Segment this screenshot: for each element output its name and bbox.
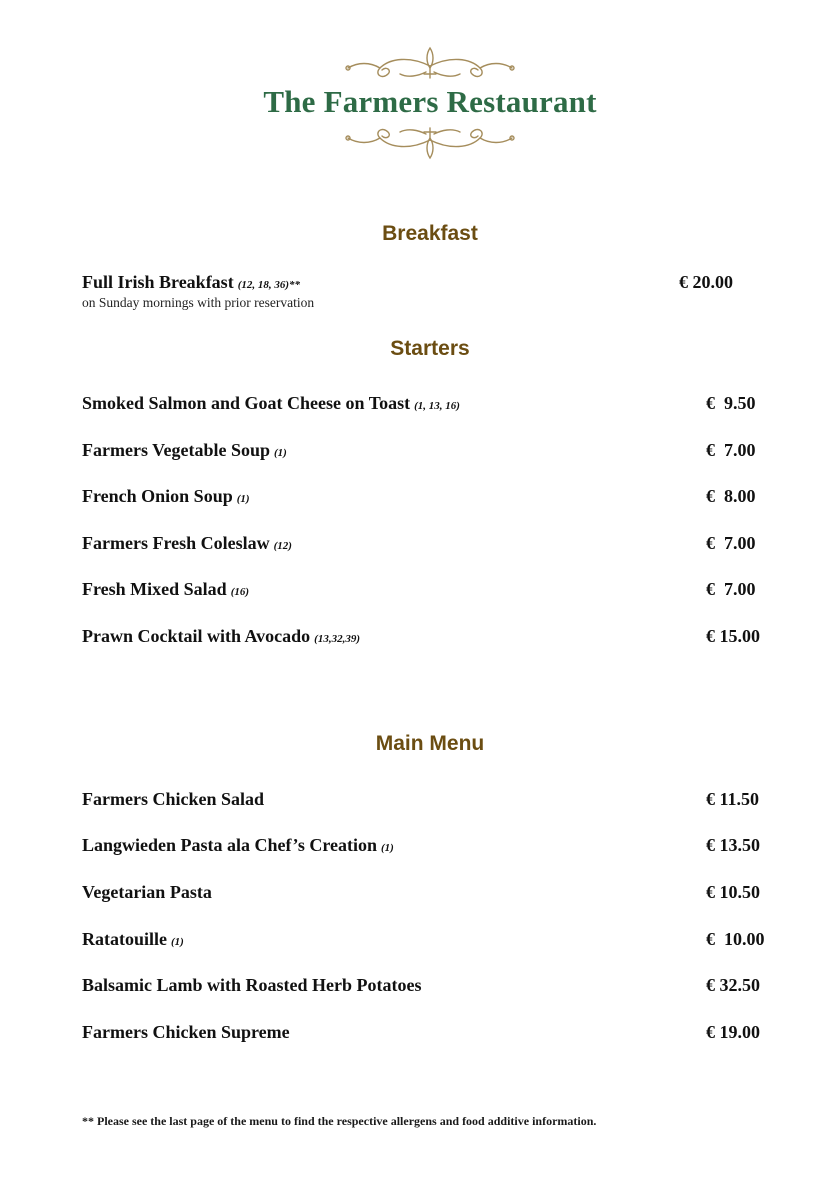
item-allergens: (1, 13, 16) — [414, 400, 460, 412]
menu-item — [82, 440, 782, 466]
menu-item — [82, 835, 782, 861]
item-allergens: (12, 18, 36)** — [237, 279, 301, 291]
menu-item — [82, 975, 782, 1001]
item-price: € 19.00 — [706, 1022, 760, 1042]
item-price: € 10.00 — [706, 929, 765, 949]
item-price: € 32.50 — [706, 975, 760, 995]
item-name: French Onion Soup — [82, 486, 233, 506]
item-price: € 7.00 — [706, 440, 756, 460]
item-name-wrapper — [82, 626, 360, 647]
item-name: Farmers Chicken Supreme — [82, 1022, 290, 1042]
item-name: Farmers Chicken Salad — [82, 789, 264, 809]
menu-item — [82, 789, 782, 815]
restaurant-title: The Farmers Restaurant — [263, 84, 597, 119]
item-name-wrapper — [82, 835, 394, 856]
item-price: € 7.00 — [706, 579, 756, 599]
item-name-wrapper — [82, 929, 184, 950]
item-name-wrapper — [82, 393, 460, 414]
section-heading-breakfast: Breakfast — [382, 222, 478, 245]
item-allergens: (1) — [381, 842, 394, 854]
section-heading-starters: Starters — [390, 337, 470, 360]
menu-item — [82, 626, 782, 652]
menu-item — [82, 579, 782, 605]
item-allergens: (1) — [274, 447, 287, 459]
item-name-wrapper — [82, 789, 268, 810]
menu-item — [82, 1022, 782, 1048]
item-name: Vegetarian Pasta — [82, 882, 212, 902]
item-allergens: (1) — [236, 493, 250, 505]
item-name: Balsamic Lamb with Roasted Herb Potatoes — [82, 975, 422, 995]
item-name: Fresh Mixed Salad — [82, 579, 227, 599]
item-name: Farmers Fresh Coleslaw — [82, 533, 270, 553]
item-name: Prawn Cocktail with Avocado — [82, 626, 311, 646]
item-price: € 20.00 — [679, 272, 733, 292]
item-price: € 9.50 — [706, 393, 756, 413]
item-name-wrapper — [82, 440, 287, 461]
item-name-wrapper — [82, 882, 216, 903]
item-name: Langwieden Pasta ala Chef’s Creation — [82, 835, 377, 855]
menu-item — [82, 486, 782, 512]
item-name: Ratatouille — [82, 929, 167, 949]
menu-item — [82, 533, 782, 559]
item-price: € 8.00 — [706, 486, 756, 506]
item-allergens: (16) — [230, 586, 250, 598]
item-name-wrapper — [82, 1022, 294, 1043]
item-allergens: (1) — [171, 936, 184, 948]
item-allergens: (13,32,39) — [314, 633, 360, 645]
item-name-wrapper — [82, 579, 249, 600]
item-name-wrapper — [82, 486, 250, 507]
ornament-top — [340, 44, 520, 84]
item-name: Full Irish Breakfast — [82, 272, 234, 292]
scroll-flourish-icon — [340, 44, 520, 84]
item-price: € 15.00 — [706, 626, 760, 646]
allergen-footnote: ** Please see the last page of the menu to find the respective allergens and food additive information. — [82, 1114, 597, 1128]
item-name-wrapper — [82, 272, 300, 293]
item-note: on Sunday mornings with prior reservation — [82, 295, 315, 310]
scroll-flourish-icon — [340, 122, 520, 162]
item-name: Farmers Vegetable Soup — [82, 440, 270, 460]
menu-item — [82, 929, 782, 955]
item-name-wrapper — [82, 533, 292, 554]
item-name-wrapper — [82, 975, 425, 996]
item-price: € 11.50 — [706, 789, 760, 809]
item-allergens: (12) — [273, 540, 292, 552]
item-price: € 10.50 — [706, 882, 760, 902]
ornament-bottom — [340, 122, 520, 162]
menu-item — [82, 393, 782, 419]
item-name: Smoked Salmon and Goat Cheese on Toast — [82, 393, 411, 413]
menu-item — [82, 882, 782, 908]
item-price: € 7.00 — [706, 533, 756, 553]
item-price: € 13.50 — [706, 835, 760, 855]
section-heading-main-menu: Main Menu — [375, 732, 485, 755]
